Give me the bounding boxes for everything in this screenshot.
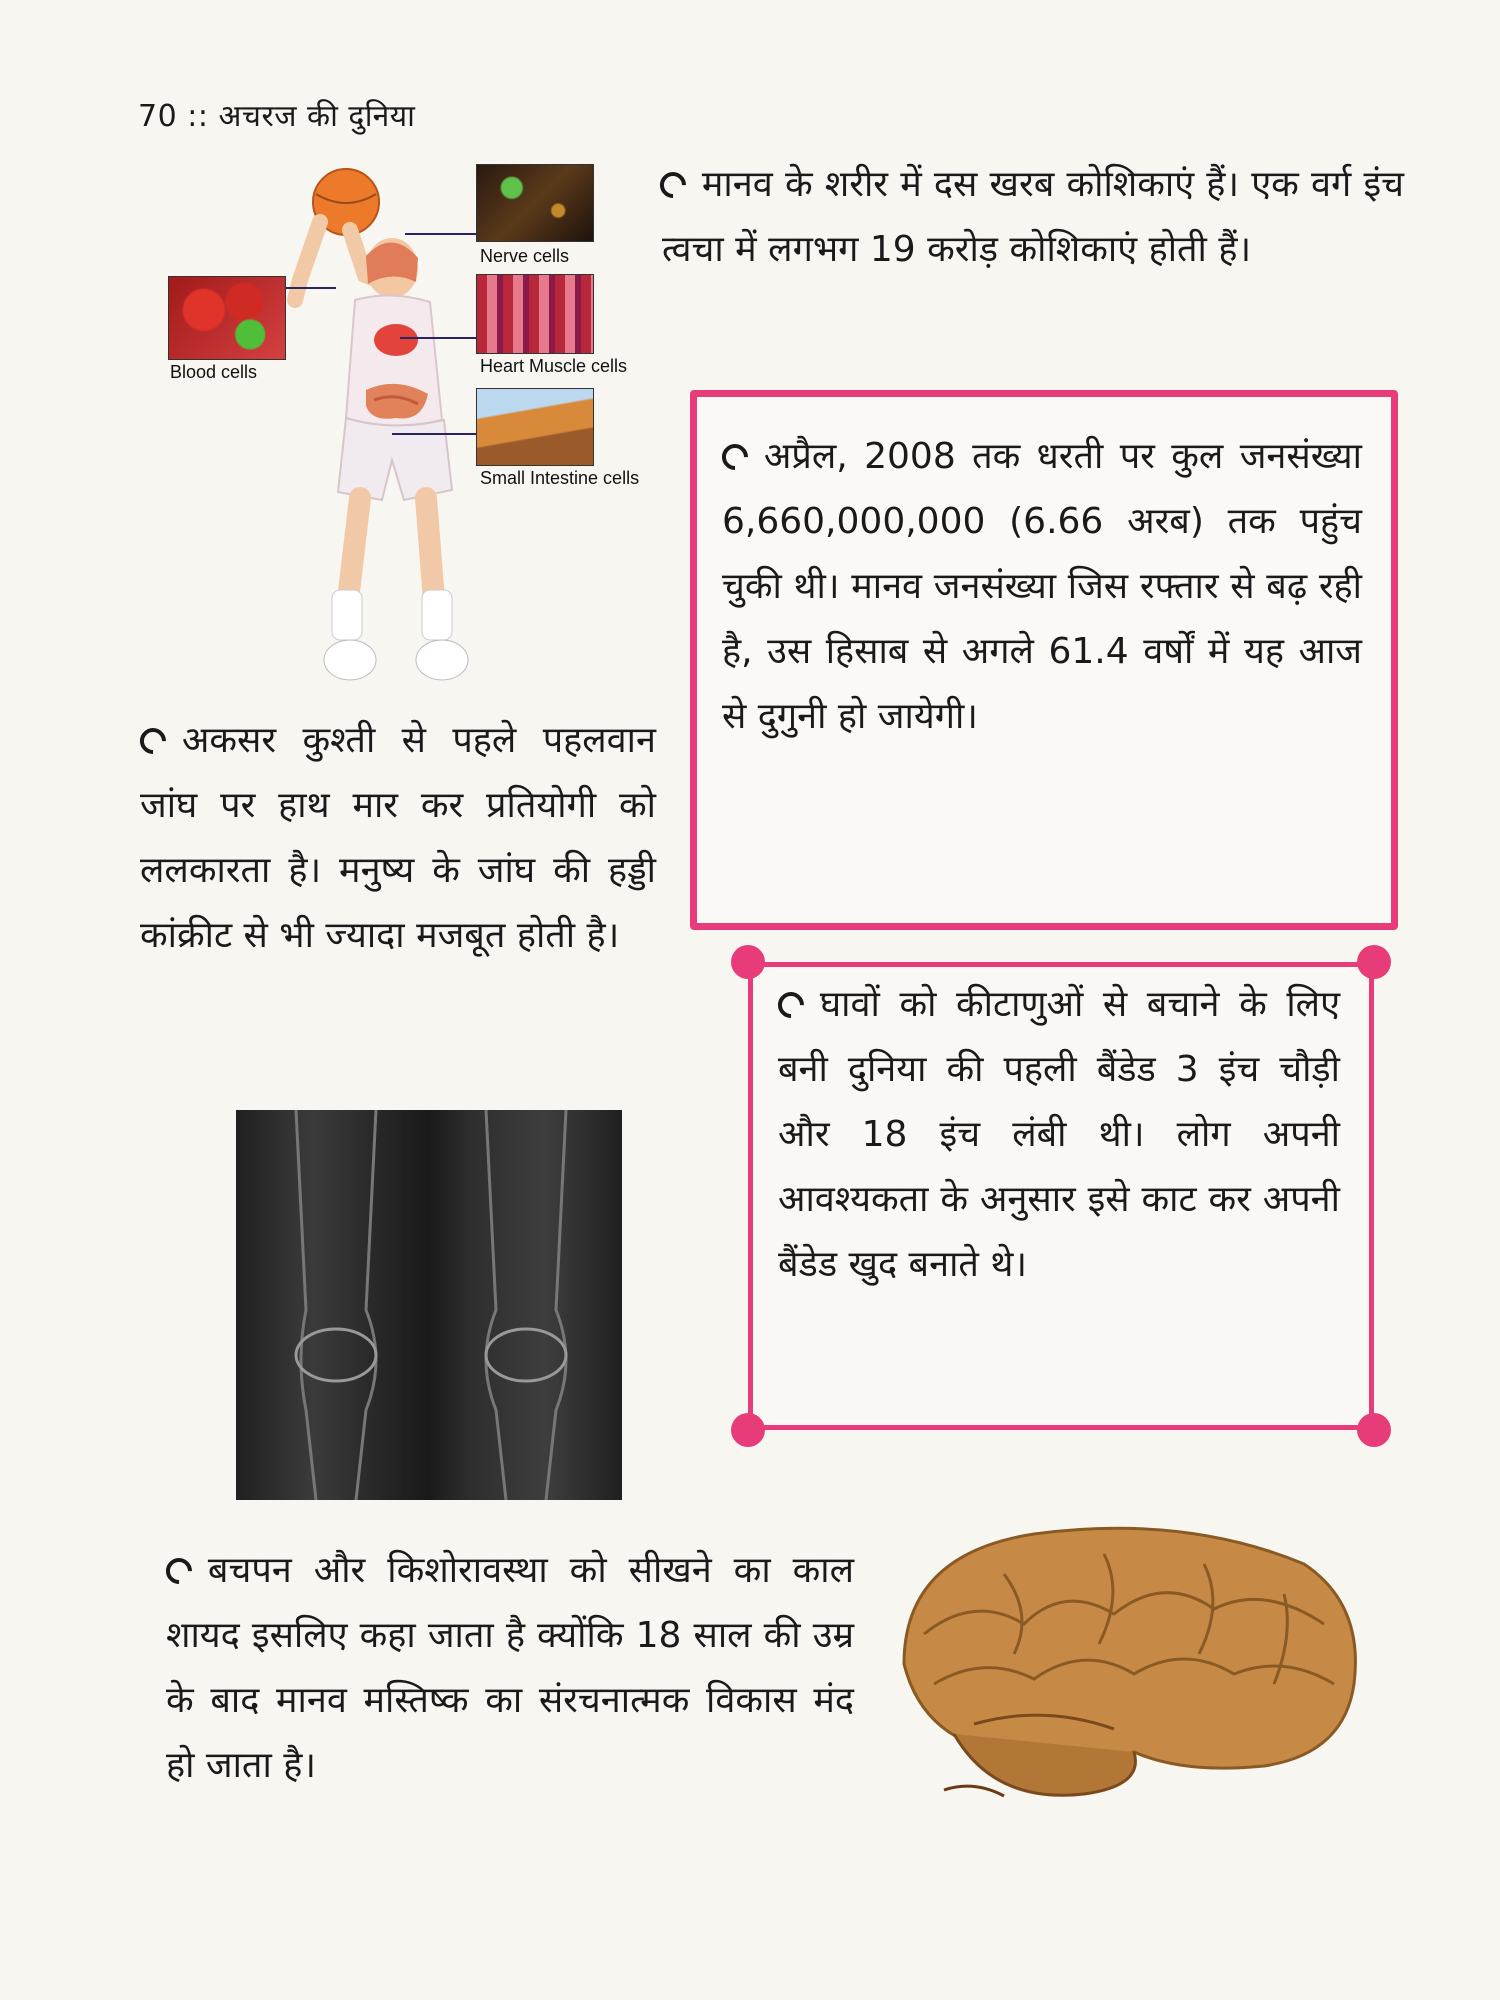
brain-image <box>884 1514 1364 1814</box>
girl-basketball-figure <box>160 160 700 690</box>
bone-outlines <box>236 1110 622 1500</box>
page-header <box>138 94 415 135</box>
book-title: अचरज की दुनिया <box>218 99 416 134</box>
knee-xray-image <box>236 1110 622 1500</box>
header-separator: :: <box>187 99 209 134</box>
fact-first-bandage: घावों को कीटाणुओं से बचाने के लिए बनी दुनिया की पहली बैंडेड 3 इंच चौड़ी और 18 इंच लंबी थी। लोग अपनी आवश्यकता के अनुसार इसे काट कर अपनी बैंडेड खुद बनाते थे। <box>778 972 1340 1297</box>
open-circle-bullet-icon <box>717 439 754 476</box>
open-circle-bullet-icon <box>161 1553 198 1590</box>
nerve-cells-label: Nerve cells <box>480 246 570 266</box>
small-intestine-cells-label: Small Intestine cells <box>480 468 640 488</box>
page-number: 70 <box>138 99 178 134</box>
open-circle-bullet-icon <box>135 723 172 760</box>
corner-dot-top-left <box>731 945 765 979</box>
corner-dot-top-right <box>1357 945 1391 979</box>
blood-cells-image <box>168 276 286 360</box>
nerve-cells-image <box>476 164 594 242</box>
body-cells-illustration <box>160 160 700 690</box>
small-intestine-cells-image <box>476 388 594 466</box>
heart-muscle-cells-image <box>476 274 594 354</box>
corner-dot-bottom-left <box>731 1413 765 1447</box>
blood-cells-label: Blood cells <box>170 362 258 382</box>
fact-brain-development: बचपन और किशोरावस्था को सीखने का काल शायद इसलिए कहा जाता है क्योंकि 18 साल की उम्र के बाद मानव मस्तिष्क का संरचनात्मक विकास मंद हो जाता है। <box>166 1538 854 1798</box>
open-circle-bullet-icon <box>773 987 810 1024</box>
heart-muscle-cells-label: Heart Muscle cells <box>480 356 628 376</box>
corner-dot-bottom-right <box>1357 1413 1391 1447</box>
fact-thigh-bone: अकसर कुश्ती से पहले पहलवान जांघ पर हाथ मार कर प्रतियोगी को ललकारता है। मनुष्य के जांघ की हड्डी कांक्रीट से भी ज्यादा मजबूत होती है। <box>140 708 656 968</box>
fact-body-cells: मानव के शरीर में दस खरब कोशिकाएं हैं। एक वर्ग इंच त्वचा में लगभग 19 करोड़ कोशिकाएं होती हैं। <box>662 152 1404 282</box>
fact-world-population: अप्रैल, 2008 तक धरती पर कुल जनसंख्या 6,660,000,000 (6.66 अरब) तक पहुंच चुकी थी। मानव जनसंख्या जिस रफ्तार से बढ़ रही है, उस हिसाब से अगले 61.4 वर्षों में यह आज से दुगुनी हो जायेगी। <box>722 424 1362 749</box>
heart-organ <box>374 324 418 356</box>
